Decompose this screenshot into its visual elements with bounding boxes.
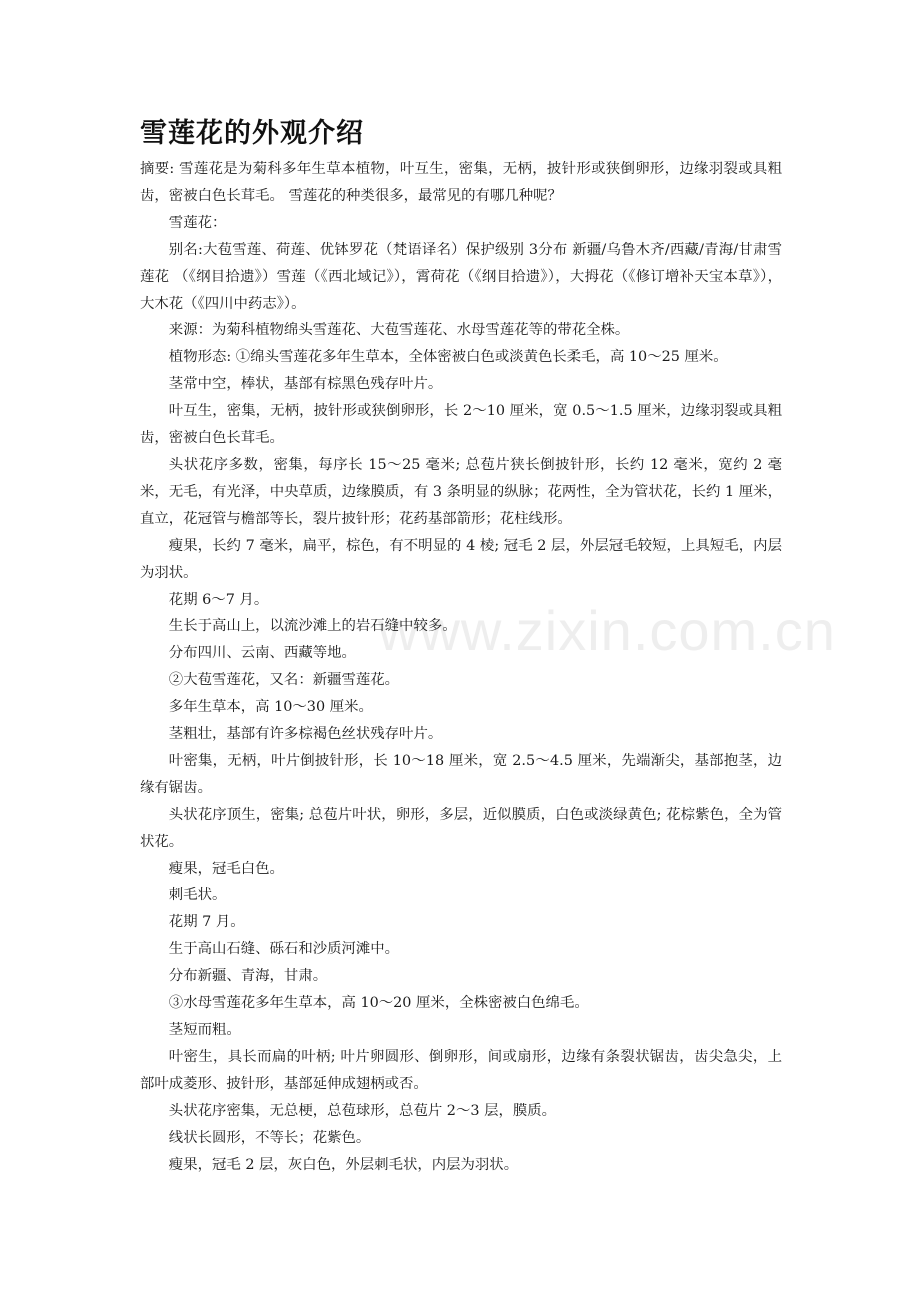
body-paragraph: 来源：为菊科植物绵头雪莲花、大苞雪莲花、水母雪莲花等的带花全株。 [168, 322, 630, 339]
body-paragraph: 生长于高山上，以流沙滩上的岩石缝中较多。 [168, 618, 457, 635]
body-paragraph: 雪莲花： [168, 214, 227, 231]
body-paragraph: 分布四川、云南、西藏等地。 [168, 645, 356, 662]
body-paragraph: 瘦果，冠毛 2 层，灰白色，外层刺毛状，内层为羽状。 [168, 1156, 519, 1173]
body-paragraph: 叶密集，无柄，叶片倒披针形，长 10～18 厘米，宽 2.5～4.5 厘米，先端渐尖，基部抱茎，边缘有锯齿。 [140, 752, 782, 796]
document-body [140, 156, 782, 1178]
body-paragraph: 头状花序密集，无总梗，总苞球形，总苞片 2～3 层，膜质。 [168, 1102, 557, 1119]
body-paragraph: 头状花序多数，密集，每序长 15～25 毫米; 总苞片狭长倒披针形，长约 12 毫米，宽约 2 毫米，无毛，有光泽，中央草质，边缘膜质，有 3 条明显的纵脉；花两性，全为管状花，长约 1 厘米，直立，花冠管与檐部等长，裂片披针形；花药基部箭形；花柱线形。 [140, 456, 782, 527]
body-paragraph: 多年生草本，高 10～30 厘米。 [168, 699, 373, 716]
body-paragraph: 分布新疆、青海，甘肃。 [168, 968, 328, 985]
body-paragraph: 花期 6～7 月。 [168, 591, 269, 608]
body-paragraph: 叶密生，具长而扁的叶柄; 叶片卵圆形、倒卵形，间或扇形，边缘有条裂状锯齿，齿尖急尖，上部叶成菱形、披针形，基部延伸成翅柄或否。 [140, 1048, 782, 1092]
body-paragraph: 茎短而粗。 [168, 1022, 241, 1038]
body-paragraph: ③水母雪莲花多年生草本，高 10～20 厘米，全株密被白色绵毛。 [168, 995, 589, 1012]
body-paragraph: 花期 7 月。 [168, 914, 245, 931]
document-title: 雪莲花的外观介绍 [140, 118, 364, 149]
document-page [140, 112, 782, 1178]
abstract-paragraph: 摘要: 雪莲花是为菊科多年生草本植物，叶互生，密集，无柄，披针形或狭倒卵形，边缘羽裂或具粗齿，密被白色长茸毛。 雪莲花的种类很多，最常见的有哪几种呢？ [140, 161, 782, 204]
body-paragraph: ②大苞雪莲花，又名：新疆雪莲花。 [168, 672, 400, 689]
body-paragraph: 植物形态: ①绵头雪莲花多年生草本，全体密被白色或淡黄色长柔毛，高 10～25 厘米。 [168, 349, 728, 366]
body-paragraph: 茎常中空，棒状，基部有棕黑色残存叶片。 [168, 376, 443, 393]
watermark: www.zixin.com.cn [378, 599, 836, 662]
body-paragraph: 线状长圆形，不等长；花紫色。 [168, 1129, 371, 1146]
body-paragraph: 瘦果，长约 7 毫米，扁平，棕色，有不明显的 4 棱; 冠毛 2 层，外层冠毛较短，上具短毛，内层为羽状。 [140, 537, 782, 581]
body-paragraph: 刺毛状。 [168, 887, 227, 904]
body-paragraph: 别名:大苞雪莲、荷莲、优钵罗花（梵语译名）保护级别 3分布 新疆/乌鲁木齐/西藏/青海/甘肃雪莲花 （《纲目拾遗》）雪莲（《西北域记》），霄荷花（《纲目拾遗》），大拇花（《修订增补天宝本草》），大木花（《四川中药志》）。 [140, 241, 782, 312]
body-paragraph: 生于高山石缝、砾石和沙质河滩中。 [168, 941, 400, 958]
body-paragraph: 叶互生，密集，无柄，披针形或狭倒卵形，长 2～10 厘米，宽 0.5～1.5 厘米，边缘羽裂或具粗齿，密被白色长茸毛。 [140, 403, 782, 447]
body-paragraph: 瘦果，冠毛白色。 [168, 860, 284, 877]
body-paragraph: 头状花序顶生，密集; 总苞片叶状，卵形，多层，近似膜质，白色或淡绿黄色; 花棕紫色，全为管状花。 [140, 806, 782, 850]
body-paragraph: 茎粗壮，基部有许多棕褐色丝状残存叶片。 [168, 726, 443, 743]
